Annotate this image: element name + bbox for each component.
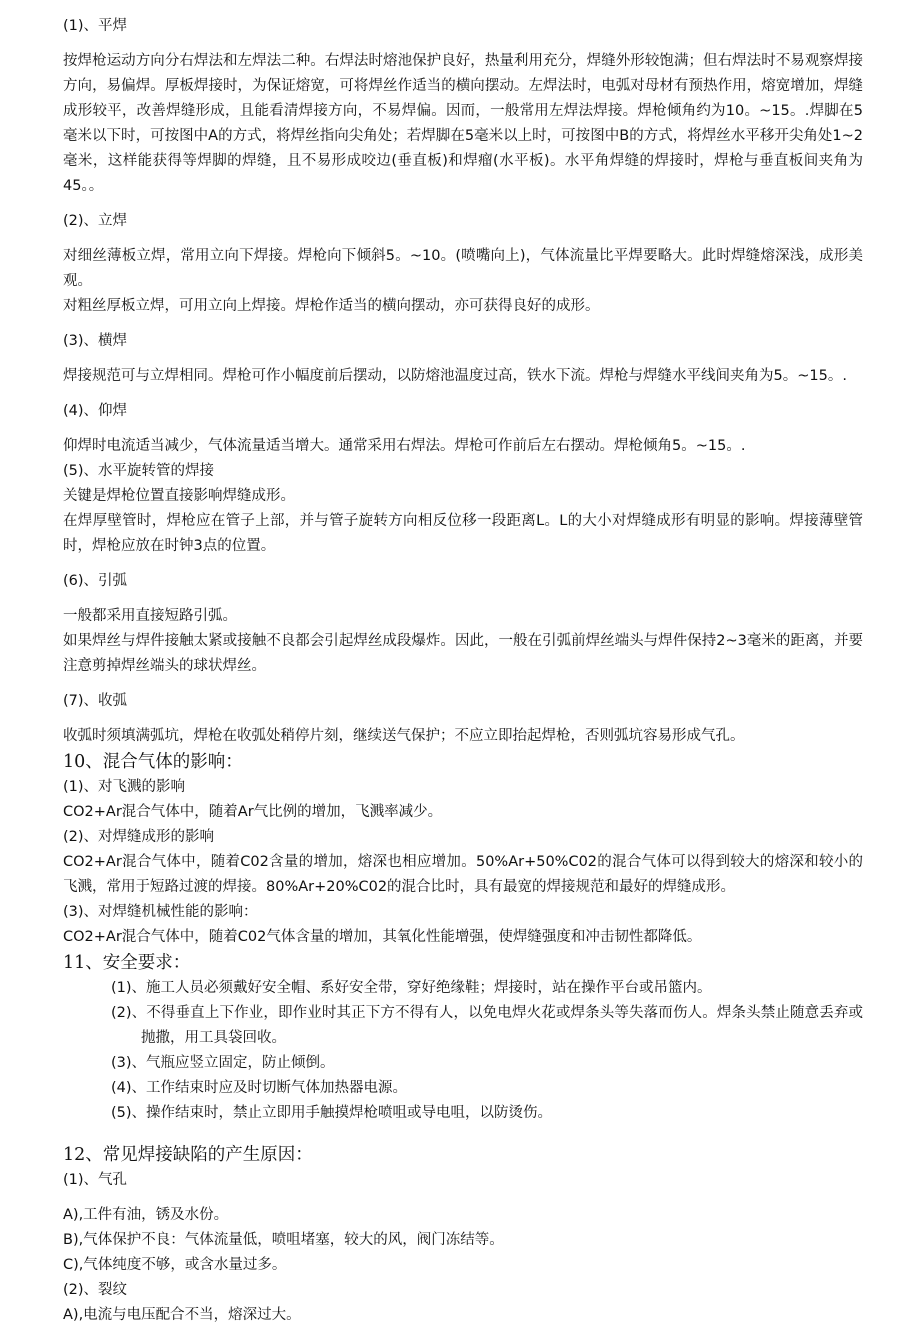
document-page [63,14,863,1328]
safety-item: (4)、工作结束时应及时切断气体加热器电源。 [111,1080,408,1096]
pore-cause-b: B),气体保护不良：气体流量低，喷咀堵塞，较大的风，阀门冻结等。 [63,1232,504,1248]
horizontal-welding-body: 焊接规范可与立焊相同。焊枪可作小幅度前后摆动，以防熔池温度过高，铁水下流。焊枪与焊缝水平线间夹角为5。~15。. [63,368,847,384]
arc-end-title: (7)、收弧 [63,693,128,709]
arc-start-body-2: 如果焊丝与焊件接触太紧或接触不良都会引起焊丝成段爆炸。因此，一般在引弧前焊丝端头与焊件保持2~3毫米的距离，并要注意剪掉焊丝端头的球状焊丝。 [63,633,863,674]
vertical-welding-body-1: 对细丝薄板立焊，常用立向下焊接。焊枪向下倾斜5。~10。(喷嘴向上)，气体流量比平焊要略大。此时焊缝熔深浅，成形美观。 [63,248,863,289]
pipe-welding-title: (5)、水平旋转管的焊接 [63,463,215,479]
flat-welding-title: (1)、平焊 [63,18,128,34]
pipe-welding-body-1: 关键是焊枪位置直接影响焊缝成形。 [63,488,295,504]
arc-start-title: (6)、引弧 [63,573,128,589]
spatter-body: CO2+Ar混合气体中，随着Ar气比例的增加，飞溅率减少。 [63,804,443,820]
pore-cause-a: A),工件有油，锈及水份。 [63,1207,229,1223]
horizontal-welding-title: (3)、横焊 [63,333,128,349]
mechanical-title: (3)、对焊缝机械性能的影响： [63,904,258,920]
safety-item: (2)、不得垂直上下作业，即作业时其正下方不得有人，以免电焊火花或焊条头等失落而伤人。焊条头禁止随意丢弃或抛撒，用工具袋回收。 [111,1005,863,1046]
safety-item: (5)、操作结束时，禁止立即用手触摸焊枪喷咀或导电咀，以防烫伤。 [111,1105,553,1121]
weld-shape-body: CO2+Ar混合气体中，随着C02含量的增加，熔深也相应增加。50%Ar+50%C02的混合气体可以得到较大的熔深和较小的飞溅，常用于短路过渡的焊接。80%Ar+20%C02的混合比时，具有最宽的焊接规范和最好的焊缝成形。 [63,854,863,895]
overhead-welding-title: (4)、仰焊 [63,403,128,419]
arc-start-body-1: 一般都采用直接短路引弧。 [63,608,237,624]
section-11-heading: 11、安全要求： [63,953,191,973]
pore-title: (1)、气孔 [63,1172,128,1188]
pipe-welding-body-2: 在焊厚壁管时，焊枪应在管子上部，并与管子旋转方向相反位移一段距离L。L的大小对焊缝成形有明显的影响。焊接薄壁管时，焊枪应放在时钟3点的位置。 [63,513,863,554]
section-10-heading: 10、混合气体的影响： [63,752,243,772]
crack-title: (2)、裂纹 [63,1282,128,1298]
weld-shape-title: (2)、对焊缝成形的影响 [63,829,215,845]
vertical-welding-body-2: 对粗丝厚板立焊，可用立向上焊接。焊枪作适当的横向摆动，亦可获得良好的成形。 [63,298,600,314]
vertical-welding-title: (2)、立焊 [63,213,128,229]
overhead-welding-body: 仰焊时电流适当减少，气体流量适当增大。通常采用右焊法。焊枪可作前后左右摆动。焊枪倾角5。~15。. [63,438,746,454]
arc-end-body: 收弧时须填满弧坑，焊枪在收弧处稍停片刻，继续送气保护；不应立即抬起焊枪，否则弧坑容易形成气孔。 [63,728,745,744]
safety-item: (3)、气瓶应竖立固定，防止倾倒。 [111,1055,335,1071]
section-12-heading: 12、常见焊接缺陷的产生原因： [63,1145,313,1165]
pore-cause-c: C),气体纯度不够，或含水量过多。 [63,1257,287,1273]
crack-cause-a: A),电流与电压配合不当，熔深过大。 [63,1307,301,1323]
safety-item: (1)、施工人员必须戴好安全帽、系好安全带，穿好绝缘鞋；焊接时，站在操作平台或吊篮内。 [111,980,712,996]
mechanical-body: CO2+Ar混合气体中，随着C02气体含量的增加，其氧化性能增强，使焊缝强度和冲击韧性都降低。 [63,929,702,945]
flat-welding-body: 按焊枪运动方向分右焊法和左焊法二种。右焊法时熔池保护良好，热量利用充分，焊缝外形较饱满；但右焊法时不易观察焊接方向，易偏焊。厚板焊接时，为保证熔宽，可将焊丝作适当的横向摆动。左焊法时，电弧对母材有预热作用，熔宽增加，焊缝成形较平，改善焊缝形成，且能看清焊接方向，不易焊偏。因而，一般常用左焊法焊接。焊枪倾角约为10。~15。.焊脚在5毫米以下时，可按图中A的方式，将焊丝指向尖角处；若焊脚在5毫米以上时，可按图中B的方式，将焊丝水平移开尖角处1~2毫米，这样能获得等焊脚的焊缝，且不易形成咬边(垂直板)和焊瘤(水平板)。水平角焊缝的焊接时，焊枪与垂直板间夹角为45。。 [63,53,863,194]
spatter-title: (1)、对飞溅的影响 [63,779,186,795]
